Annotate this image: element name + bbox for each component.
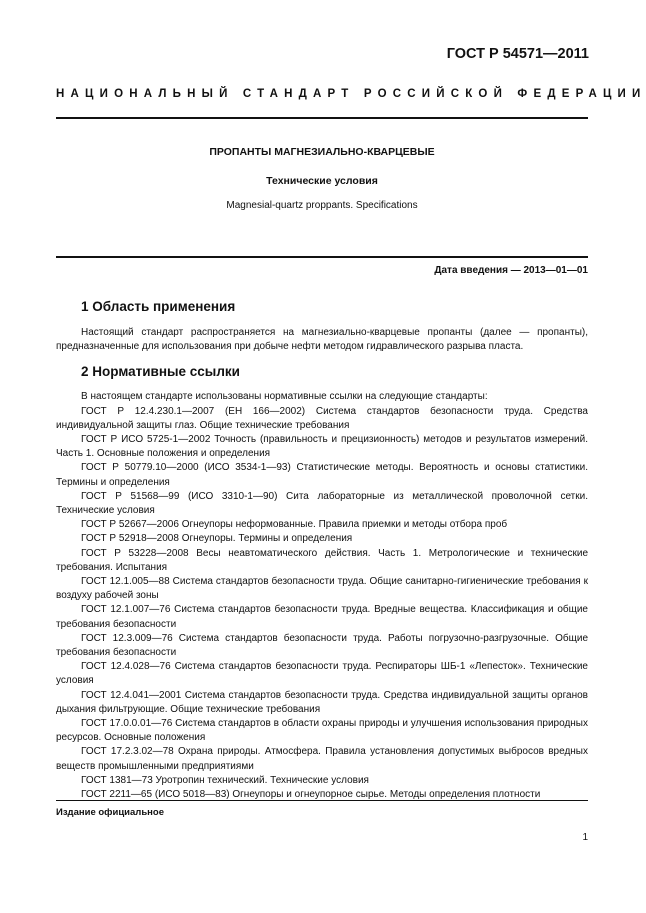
section-1-heading: 1 Область применения: [81, 299, 236, 314]
edition-label: Издание официальное: [56, 807, 164, 818]
english-title: Magnesial-quartz proppants. Specifications: [226, 200, 418, 211]
reference-item: ГОСТ 17.2.3.02—78 Охрана природы. Атмосфера. Правила установления допустимых выбросов вредных веществ промышленными предприятиями: [56, 746, 588, 772]
national-standard-title: НАЦИОНАЛЬНЫЙ СТАНДАРТ РОССИЙСКОЙ ФЕДЕРАЦИИ: [56, 88, 646, 100]
reference-item: ГОСТ Р 51568—99 (ИСО 3310-1—90) Сита лабораторные из металлической проволочной сетки. Технические условия: [56, 490, 588, 517]
section-1-text: Настоящий стандарт распространяется на магнезиально-кварцевые пропанты (далее — пропанты), предназначенные для использования при добыче нефти методом гидравлического разрыва пласта.: [56, 327, 588, 353]
reference-item: ГОСТ 12.1.005—88 Система стандартов безопасности труда. Общие санитарно-гигиенические требования к воздуху рабочей зоны: [56, 576, 588, 602]
document-code: ГОСТ Р 54571—2011: [446, 46, 589, 62]
reference-item: ГОСТ 12.3.009—76 Система стандартов безопасности труда. Работы погрузочно-разгрузочные. Общие требования безопасности: [56, 632, 588, 659]
footer-divider: [56, 800, 588, 801]
normative-references-list: [56, 405, 588, 803]
reference-item: ГОСТ Р 52918—2008 Огнеупоры. Термины и определения: [81, 533, 353, 545]
reference-item: ГОСТ 12.1.007—76 Система стандартов безопасности труда. Вредные вещества. Классификация и общие требования безопасности: [56, 604, 588, 630]
title-divider: [56, 256, 588, 258]
reference-item: ГОСТ 12.4.041—2001 Система стандартов безопасности труда. Средства индивидуальной защиты органов дыхания фильтрующие. Общие технические требования: [56, 689, 588, 715]
standard-title: ПРОПАНТЫ МАГНЕЗИАЛЬНО-КВАРЦЕВЫЕ: [209, 146, 435, 158]
section-2-heading: 2 Нормативные ссылки: [81, 364, 240, 380]
document-body: [56, 298, 588, 802]
reference-item: ГОСТ Р 53228—2008 Весы неавтоматического действия. Часть 1. Метрологические и технические требования. Испытания: [56, 547, 588, 573]
reference-item: ГОСТ Р 12.4.230.1—2007 (ЕН 166—2002) Система стандартов безопасности труда. Средства индивидуальной защиты глаз. Общие технические требования: [56, 405, 588, 431]
standard-subtitle: Технические условия: [266, 175, 378, 187]
reference-item: ГОСТ 17.0.0.01—76 Система стандартов в области охраны природы и улучшения использования природных ресурсов. Основные положения: [56, 718, 588, 744]
section-2-intro: В настоящем стандарте использованы нормативные ссылки на следующие стандарты:: [81, 391, 488, 403]
introduction-date: Дата введения — 2013—01—01: [434, 265, 588, 276]
reference-item: ГОСТ 2211—65 (ИСО 5018—83) Огнеупоры и огнеупорное сырье. Методы определения плотности: [81, 789, 541, 801]
header-divider: [56, 117, 588, 119]
reference-item: ГОСТ Р ИСО 5725-1—2002 Точность (правильность и прецизионность) методов и результатов измерений. Часть 1. Основные положения и определения: [56, 434, 588, 460]
reference-item: ГОСТ 12.4.028—76 Система стандартов безопасности труда. Респираторы ШБ-1 «Лепесток». Технические условия: [56, 661, 588, 687]
reference-item: ГОСТ Р 52667—2006 Огнеупоры неформованные. Правила приемки и методы отбора проб: [81, 519, 508, 531]
reference-item: ГОСТ 1381—73 Уротропин технический. Технические условия: [81, 774, 369, 786]
page-number: 1: [582, 832, 588, 843]
reference-item: ГОСТ Р 50779.10—2000 (ИСО 3534-1—93) Статистические методы. Вероятность и основы статистики. Термины и определения: [56, 462, 588, 488]
